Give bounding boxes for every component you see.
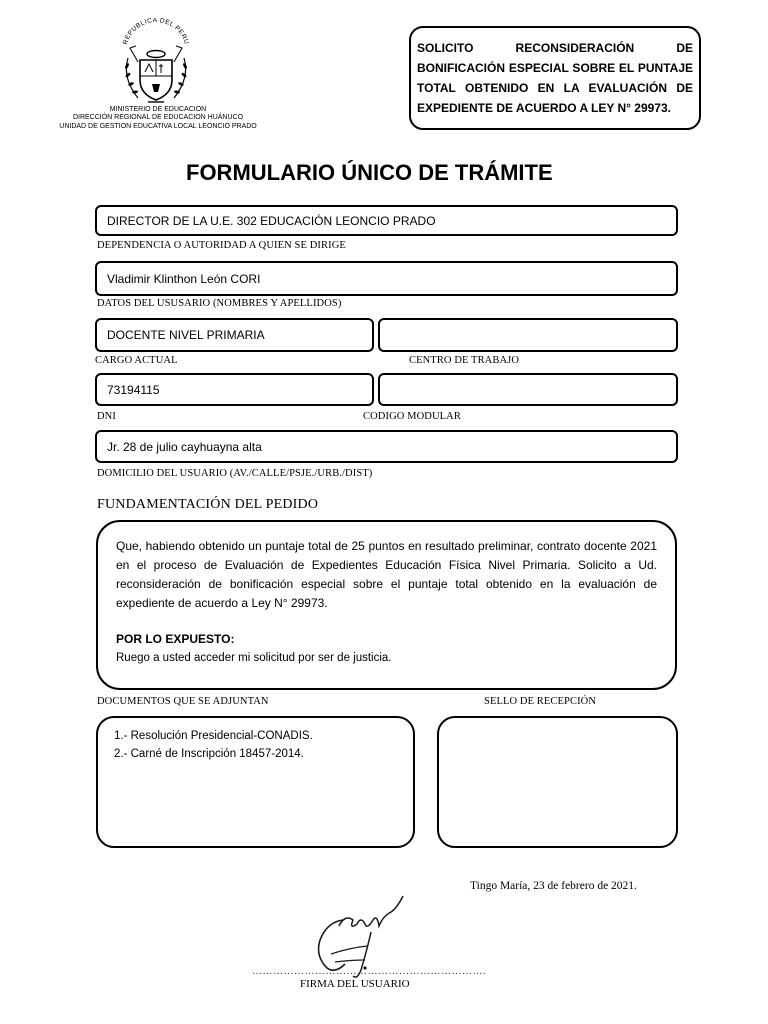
por-lo-expuesto: POR LO EXPUESTO:: [116, 632, 235, 646]
fundamentacion-box[interactable]: [96, 520, 677, 690]
dependencia-label: DEPENDENCIA O AUTORIDAD A QUIEN SE DIRIGE: [97, 240, 346, 251]
firma-label: FIRMA DEL USUARIO: [300, 978, 410, 990]
ministry-line: MINISTERIO DE EDUCACION: [109, 106, 207, 113]
page-title: FORMULARIO ÚNICO DE TRÁMITE: [186, 160, 553, 185]
sello-label: SELLO DE RECEPCIÓN: [484, 696, 597, 707]
centro-trabajo-label: CENTRO DE TRABAJO: [409, 355, 520, 366]
domicilio-value: Jr. 28 de julio cayhuayna alta: [107, 439, 262, 454]
dependencia-field[interactable]: [95, 205, 678, 236]
subject-text: SOLICITO RECONSIDERACIÓN DE BONIFICACIÓN ESPECIAL SOBRE EL PUNTAJE TOTAL OBTENIDO EN LA EVALUACIÓN DE EXPEDIENTE DE ACUERDO A LEY N° 29973.: [417, 41, 693, 115]
usuario-label: DATOS DEL USUSARIO (NOMBRES Y APELLIDOS): [97, 298, 342, 309]
usuario-field[interactable]: [95, 261, 678, 296]
sello-box[interactable]: [437, 716, 678, 848]
subject-box: [409, 26, 701, 130]
dni-label: DNI: [97, 411, 116, 422]
ruego-text: Ruego a usted acceder mi solicitud por ser de justicia.: [116, 652, 392, 664]
domicilio-field[interactable]: [95, 430, 678, 463]
dni-value: 73194115: [107, 382, 160, 397]
svg-text:REPUBLICA DEL PERU: [122, 18, 190, 45]
documentos-label: DOCUMENTOS QUE SE ADJUNTAN: [97, 696, 269, 707]
cargo-field[interactable]: [95, 318, 374, 352]
ugel-line: UNIDAD DE GESTION EDUCATIVA LOCAL LEONCIO PRADO: [59, 123, 257, 130]
fundamentacion-heading: FUNDAMENTACIÓN DEL PEDIDO: [97, 497, 319, 512]
regional-direction-line: DIRECCIÓN REGIONAL DE EDUCACION HUÁNUCO: [72, 114, 244, 121]
cargo-label: CARGO ACTUAL: [95, 355, 178, 366]
documento-item-2: 2.- Carné de Inscripción 18457-2014.: [114, 748, 304, 760]
cargo-value: DOCENTE NIVEL PRIMARIA: [107, 328, 265, 342]
documento-item-1: 1.- Resolución Presidencial-CONADIS.: [114, 730, 313, 742]
codigo-modular-label: CODIGO MODULAR: [363, 411, 461, 422]
dependencia-value: DIRECTOR DE LA U.E. 302 EDUCACIÓN LEONCIO PRADO: [107, 213, 436, 228]
shield-arc-text: REPUBLICA DEL PERU: [122, 18, 190, 46]
usuario-value: Vladimir Klinthon León CORI: [107, 271, 261, 286]
centro-trabajo-field[interactable]: [378, 318, 678, 352]
domicilio-label: DOMICILIO DEL USUARIO (AV./CALLE/PSJE./URB./DIST): [97, 468, 373, 479]
signature-dotted-line: ………………………………………………………….: [252, 966, 486, 977]
peru-coat-of-arms-icon: [116, 18, 196, 106]
fundamentacion-paragraph: Que, habiendo obtenido un puntaje total de 25 puntos en resultado preliminar, contrato docente 2021 en el proceso de Evaluación de Expedientes Educación Física Nivel Primaria. Solicito a Ud. reconsideración de bonificación especial sobre el puntaje total obtenido en la evaluación de expediente de acuerdo a Ley N° 29973.: [116, 539, 657, 610]
dni-field[interactable]: [95, 373, 374, 406]
documentos-box[interactable]: [96, 716, 415, 848]
codigo-modular-field[interactable]: [378, 373, 678, 406]
fecha-text: Tingo María, 23 de febrero de 2021.: [470, 880, 637, 892]
